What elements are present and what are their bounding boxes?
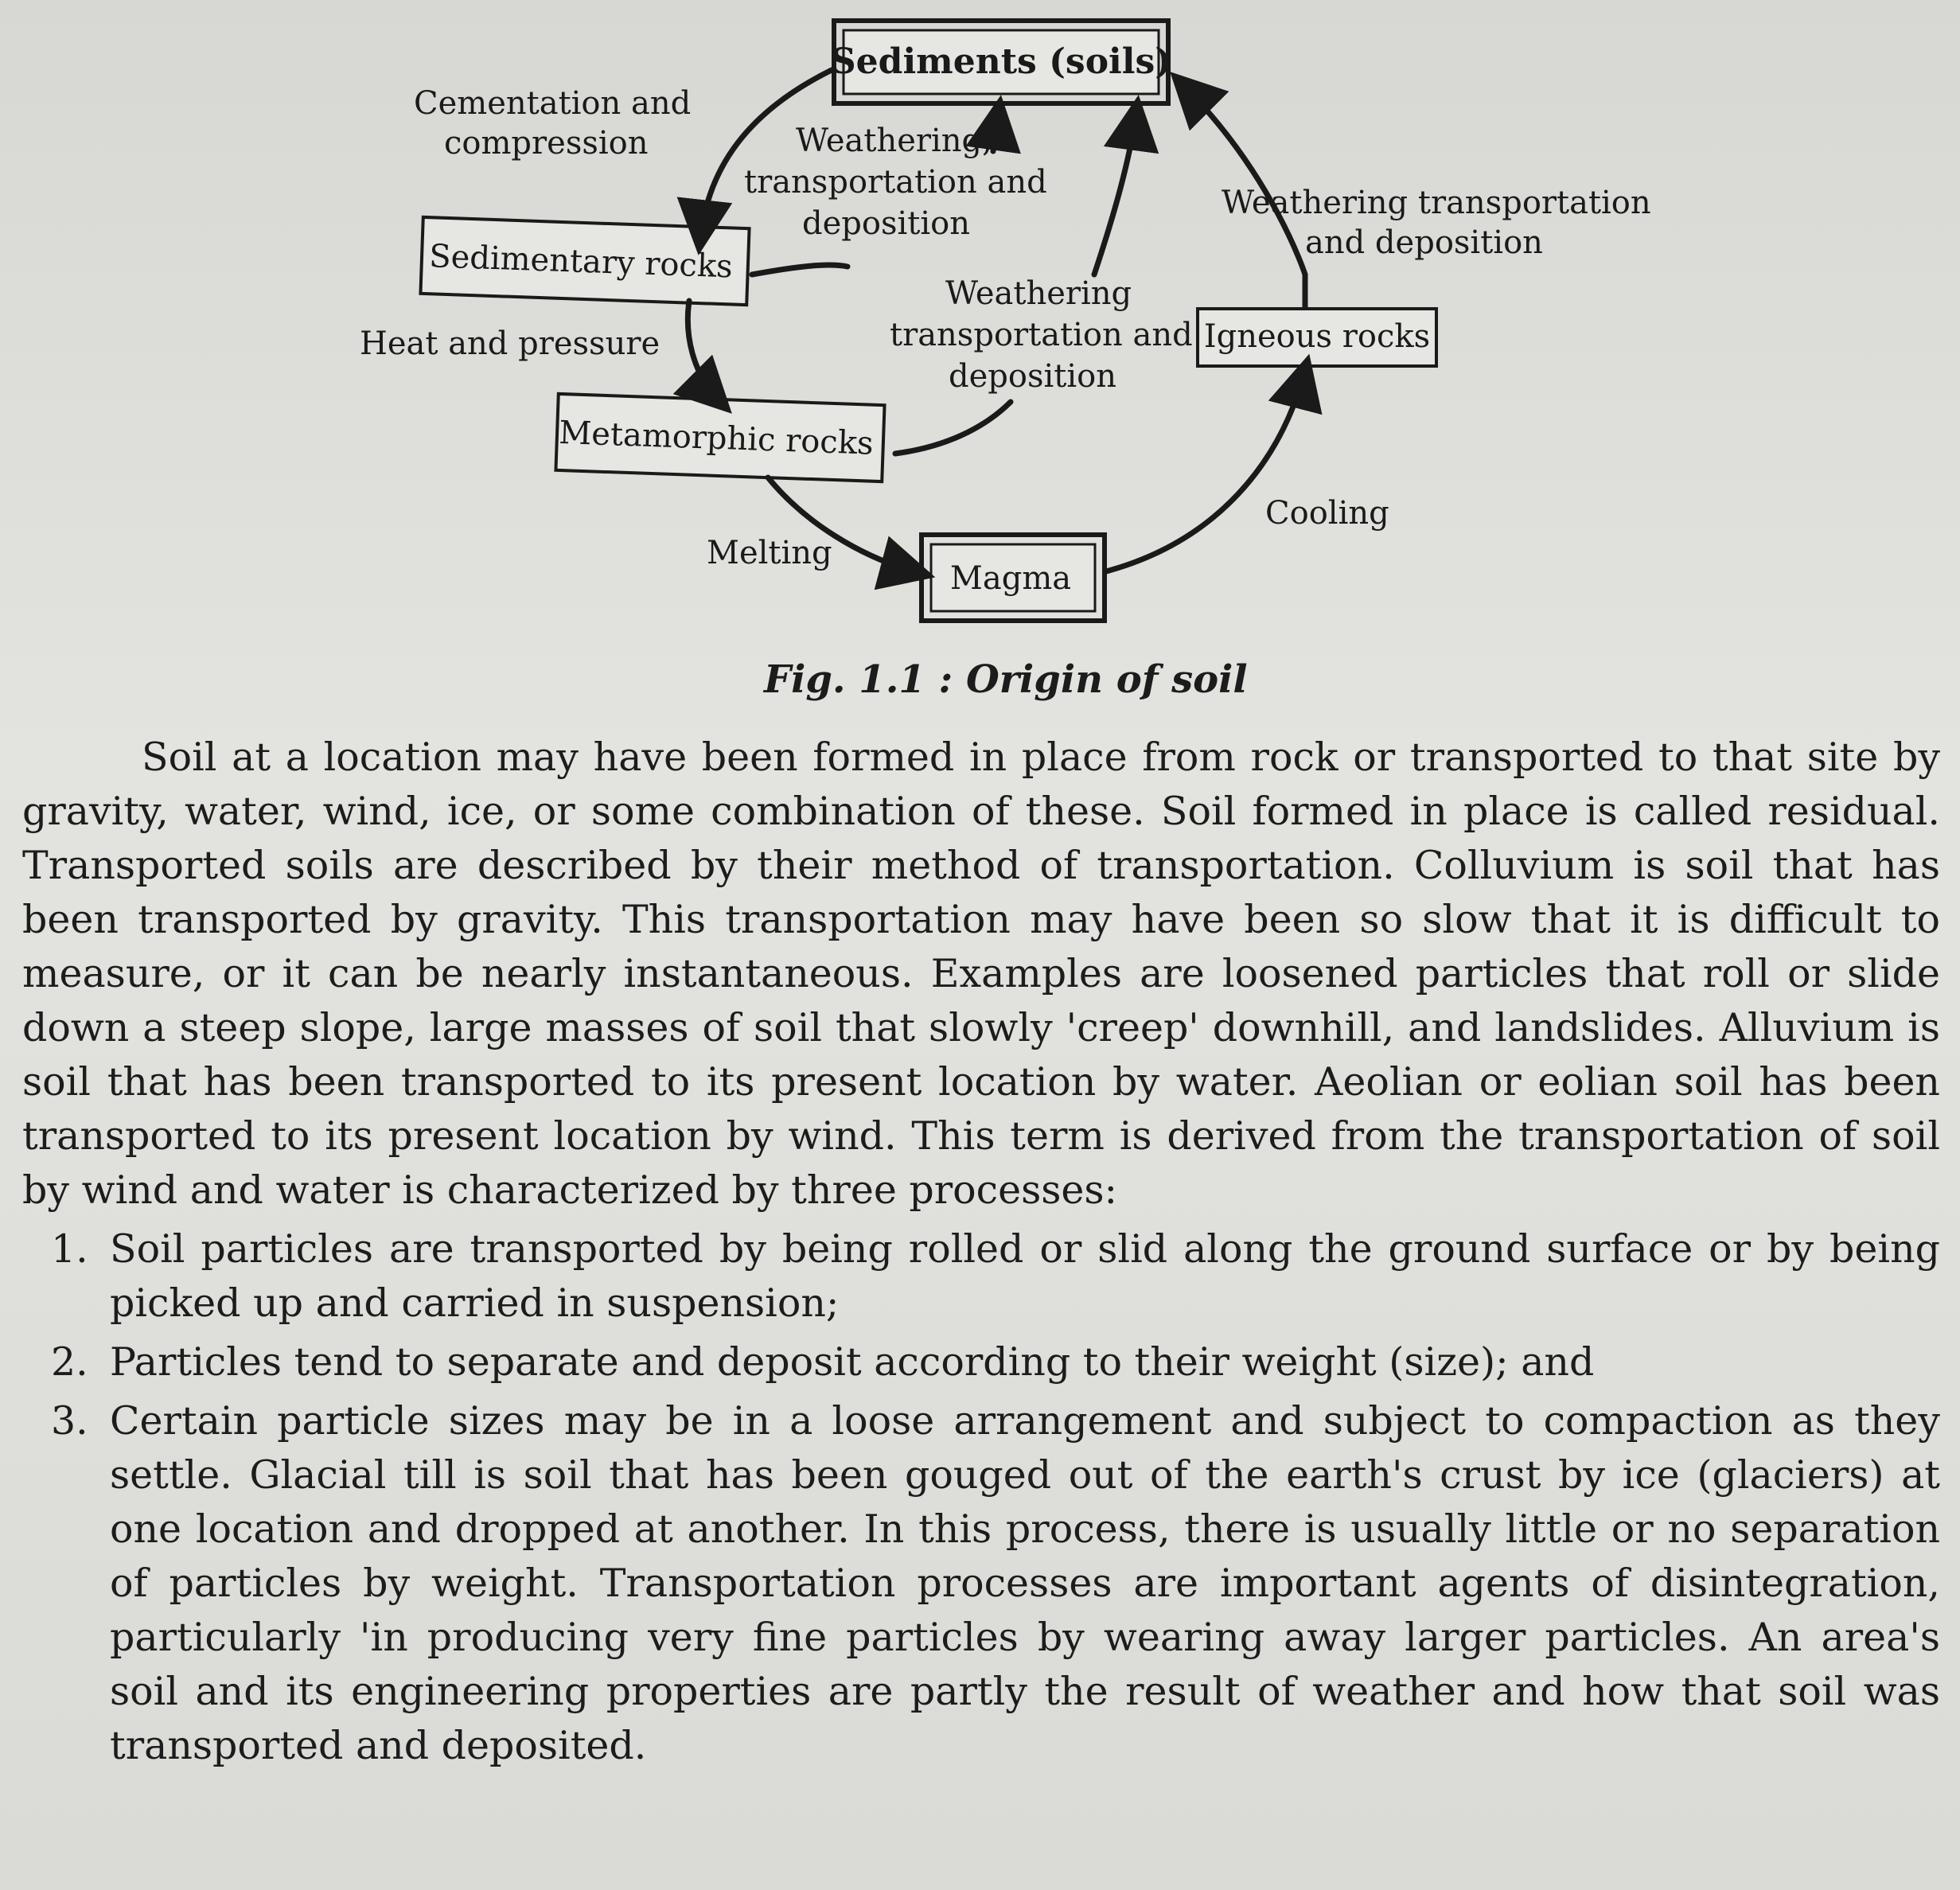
- label-weathering-b-2: and deposition: [1305, 224, 1543, 261]
- diagram-labels: [360, 85, 1651, 571]
- label-weathering-a-2: transportation and: [744, 164, 1047, 201]
- label-weathering-c-2: transportation and: [890, 317, 1193, 353]
- node-label-sedimentary-rocks: Sedimentary rocks: [428, 238, 734, 286]
- arrow-cooling: [1106, 370, 1305, 571]
- paragraph: Soil at a location may have been formed in place from rock or transported to that site by gravity, water, wind, ice, or some combination of these. Soil formed in place is called residual. Transported soils are described by their method of transportation. Colluvium is soil that has been transported by gravity. This transportation may have been so slow that it is difficult to measure, or it can be nearly instantaneous. Examples are loosened particles that roll or slide down a steep slope, large masses of soil that slowly 'creep' downhill, and landslides. Alluvium is soil that has been transported to its present location by water. Aeolian or eolian soil has been transported to its present location by wind. This term is derived from the transportation of soil by wind and water is characterized by three processes:: [22, 735, 1940, 1213]
- node-metamorphic-rocks: [555, 394, 884, 481]
- label-weathering-a-1: Weathering,: [796, 123, 992, 159]
- list-item-text: Particles tend to separate and deposit according to their weight (size); and: [110, 1339, 1595, 1385]
- arrow-weathering-metamorphic: [895, 402, 1011, 454]
- label-weathering-c-3: deposition: [949, 358, 1116, 395]
- process-list: [22, 1222, 1940, 1773]
- list-item: [22, 1394, 1940, 1773]
- list-item: [22, 1335, 1940, 1389]
- list-item-number: 2.: [51, 1339, 88, 1385]
- label-cooling: Cooling: [1265, 495, 1389, 532]
- label-cementation-2: compression: [444, 125, 649, 162]
- node-sediments: [831, 21, 1171, 103]
- body-text: [22, 731, 1940, 1778]
- list-item-text: Soil particles are transported by being rolled or slid along the ground surface or by being picked up and carried in suspension;: [110, 1226, 1940, 1326]
- list-item-text: Certain particle sizes may be in a loose arrangement and subject to compaction as they settle. Glacial till is soil that has been gouged out of the earth's crust by ice (glaciers) at one location and dropped at another. In this process, there is usually little or no separation of particles by weight. Transportation processes are important agents of disintegration, particularly 'in producing very fine particles by wearing away larger particles. An area's soil and its engineering properties are partly the result of weather and how that soil was transported and deposited.: [110, 1398, 1940, 1768]
- label-heat-pressure: Heat and pressure: [360, 325, 660, 362]
- list-item-number: 1.: [51, 1226, 88, 1272]
- figure-caption: Fig. 1.1 : Origin of soil: [764, 657, 1248, 702]
- arrow-heat-pressure: [688, 301, 720, 402]
- rock-cycle-diagram: [0, 0, 1960, 716]
- node-magma: [922, 535, 1105, 621]
- node-label-igneous-rocks: Igneous rocks: [1203, 318, 1431, 355]
- arrow-weathering-metamorphic-up: [1094, 111, 1136, 275]
- label-weathering-a-3: deposition: [802, 205, 970, 242]
- list-item-number: 3.: [51, 1398, 88, 1444]
- label-weathering-c-1: Weathering: [945, 275, 1132, 312]
- arrow-weathering-sedimentary-up: [993, 111, 999, 151]
- node-label-sediments: Sediments (soils): [830, 41, 1172, 82]
- list-item: [22, 1222, 1940, 1331]
- arrow-weathering-sedimentary: [752, 265, 848, 275]
- node-label-metamorphic-rocks: Metamorphic rocks: [558, 414, 875, 462]
- label-weathering-b-1: Weathering transportation: [1222, 185, 1651, 221]
- label-melting: Melting: [707, 535, 832, 571]
- label-cementation-1: Cementation and: [414, 85, 692, 122]
- node-label-magma: Magma: [949, 560, 1072, 597]
- node-igneous-rocks: [1198, 309, 1436, 366]
